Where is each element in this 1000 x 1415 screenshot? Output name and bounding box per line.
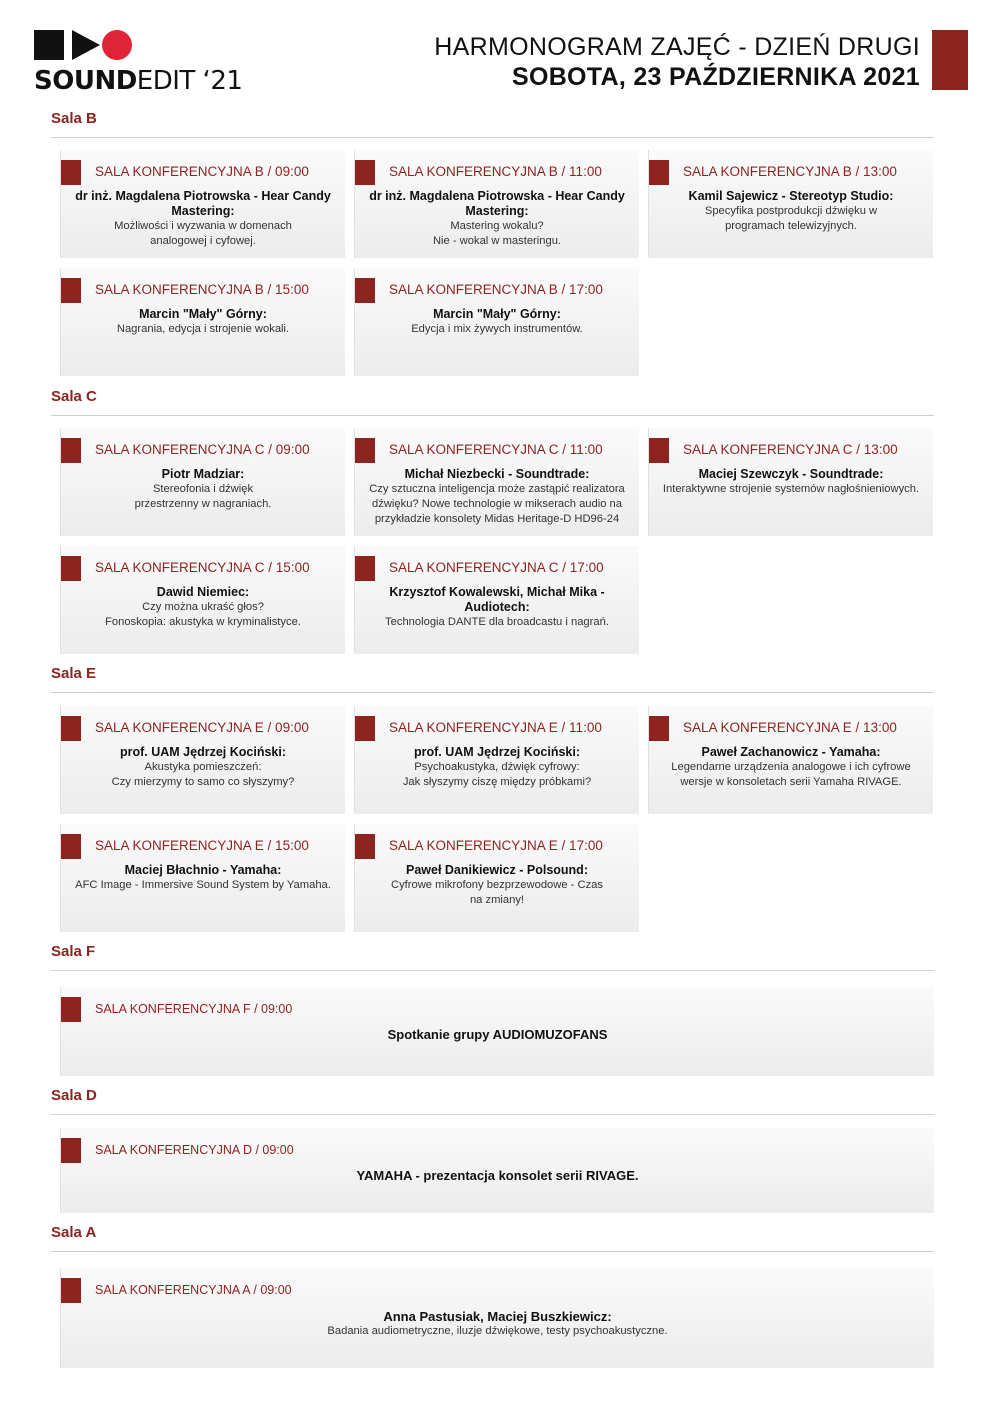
session-header: SALA KONFERENCYJNA F / 09:00 xyxy=(95,1002,293,1016)
session-marker xyxy=(61,716,81,741)
section-divider xyxy=(51,692,934,693)
session-speaker xyxy=(65,1027,930,1042)
session-header: SALA KONFERENCYJNA B / 17:00 xyxy=(389,282,603,297)
session-description-line: Psychoakustyka, dźwięk cyfrowy: xyxy=(414,761,580,773)
section-divider xyxy=(51,970,934,971)
session-description-line: analogowej i cyfowej. xyxy=(150,235,256,247)
session-marker xyxy=(355,716,375,741)
session-card xyxy=(60,1268,934,1368)
session-description-line: Czy sztuczna inteligencja może zastąpić realizatora xyxy=(369,483,625,495)
session-speaker-text: Paweł Zachanowicz - Yamaha: xyxy=(701,745,881,759)
session-speaker-text: Marcin "Mały" Górny: xyxy=(139,307,267,321)
soundedit-logo xyxy=(34,30,243,96)
session-speaker-text: Krzysztof Kowalewski, Michał Mika - Audiotech: xyxy=(389,585,605,614)
session-description-line: Stereofonia i dźwięk xyxy=(152,483,254,495)
session-speaker-text: Anna Pastusiak, Maciej Buszkiewicz: xyxy=(383,1309,612,1324)
session-header: SALA KONFERENCYJNA C / 11:00 xyxy=(389,442,603,457)
session-card xyxy=(60,824,345,932)
logo-play-icon xyxy=(72,30,100,60)
section-title: Sala D xyxy=(51,1087,97,1104)
session-speaker-text: Piotr Madziar: xyxy=(161,467,245,481)
session-description-line: wersje w konsoletach serii Yamaha RIVAGE. xyxy=(680,776,902,788)
session-speaker-text: Maciej Błachnio - Yamaha: xyxy=(124,863,282,877)
session-description-line: AFC Image - Immersive Sound System by Yamaha. xyxy=(75,879,331,891)
session-description-line: Badania audiometryczne, iluzje dźwiękowe, testy psychoakustyczne. xyxy=(327,1325,668,1337)
page-title-line1: HARMONOGRAM ZAJĘĆ - DZIEŃ DRUGI xyxy=(434,33,920,61)
session-card xyxy=(60,150,345,258)
session-description-line: Specyfika postprodukcji dźwięku w xyxy=(704,205,878,217)
session-header: SALA KONFERENCYJNA C / 15:00 xyxy=(95,560,310,575)
session-description-line: Technologia DANTE dla broadcastu i nagrań. xyxy=(385,616,609,628)
title-accent-bar xyxy=(932,30,968,90)
session-speaker-text: Maciej Szewczyk - Soundtrade: xyxy=(698,467,884,481)
session-speaker xyxy=(653,745,929,790)
page-title xyxy=(434,32,920,92)
session-marker xyxy=(355,438,375,463)
session-speaker-text: Marcin "Mały" Górny: xyxy=(433,307,561,321)
session-marker xyxy=(355,556,375,581)
session-marker xyxy=(61,160,81,185)
session-header: SALA KONFERENCYJNA C / 17:00 xyxy=(389,560,604,575)
session-marker xyxy=(649,160,669,185)
session-speaker xyxy=(65,585,341,630)
session-description-line: Fonoskopia: akustyka w kryminalistyce. xyxy=(105,616,301,628)
session-speaker-text: Dawid Niemiec: xyxy=(156,585,250,599)
session-header: SALA KONFERENCYJNA E / 17:00 xyxy=(389,838,603,853)
session-description-line: Czy można ukraść głos? xyxy=(142,601,264,613)
session-speaker xyxy=(359,585,635,630)
session-header: SALA KONFERENCYJNA B / 13:00 xyxy=(683,164,897,179)
session-speaker xyxy=(65,1168,930,1183)
section-divider xyxy=(51,137,934,138)
session-description-line: Interaktywne strojenie systemów nagłośnieniowych. xyxy=(662,483,920,495)
session-speaker-text: Kamil Sajewicz - Stereotyp Studio: xyxy=(688,189,894,203)
session-marker xyxy=(61,556,81,581)
section-divider xyxy=(51,415,934,416)
session-speaker-text: Paweł Danikiewicz - Polsound: xyxy=(406,863,588,877)
session-card xyxy=(60,268,345,376)
session-card xyxy=(354,428,639,536)
session-marker xyxy=(61,278,81,303)
session-speaker-text: Michał Niezbecki - Soundtrade: xyxy=(404,467,590,481)
session-marker xyxy=(61,1278,81,1303)
session-card xyxy=(354,268,639,376)
session-description-line: przykładzie konsolety Midas Heritage-D HD96-24 xyxy=(374,513,620,525)
session-card xyxy=(60,987,934,1076)
session-card xyxy=(354,150,639,258)
logo-shapes xyxy=(34,30,234,60)
session-description-line: Edycja i mix żywych instrumentów. xyxy=(411,323,583,335)
session-card xyxy=(354,546,639,654)
session-description-line: Nie - wokal w masteringu. xyxy=(432,235,562,247)
session-speaker xyxy=(65,467,341,512)
session-marker xyxy=(61,1138,81,1163)
session-speaker-text: YAMAHA - prezentacja konsolet serii RIVAGE. xyxy=(356,1168,639,1183)
session-speaker xyxy=(653,189,929,234)
session-speaker xyxy=(359,307,635,337)
logo-record-icon xyxy=(102,30,132,60)
section-title: Sala E xyxy=(51,665,97,682)
session-card xyxy=(648,706,933,814)
session-description-line: Jak słyszymy ciszę między próbkami? xyxy=(402,776,592,788)
session-marker xyxy=(355,834,375,859)
session-speaker-text: prof. UAM Jędrzej Kociński: xyxy=(120,745,286,759)
session-speaker-text: prof. UAM Jędrzej Kociński: xyxy=(414,745,580,759)
session-speaker xyxy=(65,189,341,249)
session-speaker-text: dr inż. Magdalena Piotrowska - Hear Candy Mastering: xyxy=(369,189,625,218)
session-header: SALA KONFERENCYJNA C / 09:00 xyxy=(95,442,310,457)
session-speaker xyxy=(65,1309,930,1339)
session-description-line: Nagrania, edycja i strojenie wokali. xyxy=(116,323,290,335)
session-card xyxy=(648,150,933,258)
session-description-line: na zmiany! xyxy=(469,894,525,906)
session-header: SALA KONFERENCYJNA D / 09:00 xyxy=(95,1143,294,1157)
session-speaker xyxy=(65,307,341,337)
session-marker xyxy=(649,438,669,463)
session-description-line: Czy mierzymy to samo co słyszymy? xyxy=(111,776,295,788)
session-speaker-text: dr inż. Magdalena Piotrowska - Hear Candy Mastering: xyxy=(75,189,331,218)
session-speaker xyxy=(359,189,635,249)
session-marker xyxy=(61,997,81,1022)
session-card xyxy=(60,706,345,814)
session-marker xyxy=(649,716,669,741)
session-speaker xyxy=(653,467,929,497)
session-marker xyxy=(61,834,81,859)
session-description-line: Cyfrowe mikrofony bezprzewodowe - Czas xyxy=(390,879,604,891)
session-description-line: dźwięku? Nowe technologie w mikserach audio na xyxy=(372,498,622,510)
session-header: SALA KONFERENCYJNA B / 15:00 xyxy=(95,282,309,297)
section-title: Sala F xyxy=(51,943,96,960)
session-marker xyxy=(355,278,375,303)
session-speaker-text: Spotkanie grupy AUDIOMUZOFANS xyxy=(387,1027,608,1042)
logo-text: SOUNDEDIT ‘21 xyxy=(34,66,243,96)
session-header: SALA KONFERENCYJNA E / 09:00 xyxy=(95,720,309,735)
section-divider xyxy=(51,1251,934,1252)
section-title: Sala B xyxy=(51,110,97,127)
session-description-line: Akustyka pomieszczeń: xyxy=(144,761,262,773)
session-card xyxy=(60,1128,934,1213)
section-divider xyxy=(51,1114,934,1115)
session-description-line: przestrzenny w nagraniach. xyxy=(134,498,272,510)
session-header: SALA KONFERENCYJNA B / 11:00 xyxy=(389,164,602,179)
session-header: SALA KONFERENCYJNA A / 09:00 xyxy=(95,1283,292,1297)
section-title: Sala A xyxy=(51,1224,97,1241)
session-speaker xyxy=(65,863,341,893)
session-card xyxy=(60,546,345,654)
session-header: SALA KONFERENCYJNA B / 09:00 xyxy=(95,164,309,179)
session-card xyxy=(354,824,639,932)
session-description-line: programach telewizyjnych. xyxy=(725,220,857,232)
session-card xyxy=(60,428,345,536)
session-card xyxy=(354,706,639,814)
session-description-line: Legendarne urządzenia analogowe i ich cyfrowe xyxy=(671,761,911,773)
session-speaker xyxy=(65,745,341,790)
session-speaker xyxy=(359,745,635,790)
session-header: SALA KONFERENCYJNA E / 11:00 xyxy=(389,720,602,735)
logo-square-icon xyxy=(34,30,64,60)
session-card xyxy=(648,428,933,536)
session-description-line: Możliwości i wyzwania w domenach xyxy=(114,220,292,232)
section-title: Sala C xyxy=(51,388,97,405)
session-marker xyxy=(61,438,81,463)
session-marker xyxy=(355,160,375,185)
session-description-line: Mastering wokalu? xyxy=(450,220,544,232)
page-title-date: SOBOTA, 23 PAŹDZIERNIKA 2021 xyxy=(511,63,920,91)
session-speaker xyxy=(359,467,635,527)
session-header: SALA KONFERENCYJNA E / 15:00 xyxy=(95,838,309,853)
session-speaker xyxy=(359,863,635,908)
session-header: SALA KONFERENCYJNA E / 13:00 xyxy=(683,720,897,735)
session-header: SALA KONFERENCYJNA C / 13:00 xyxy=(683,442,898,457)
